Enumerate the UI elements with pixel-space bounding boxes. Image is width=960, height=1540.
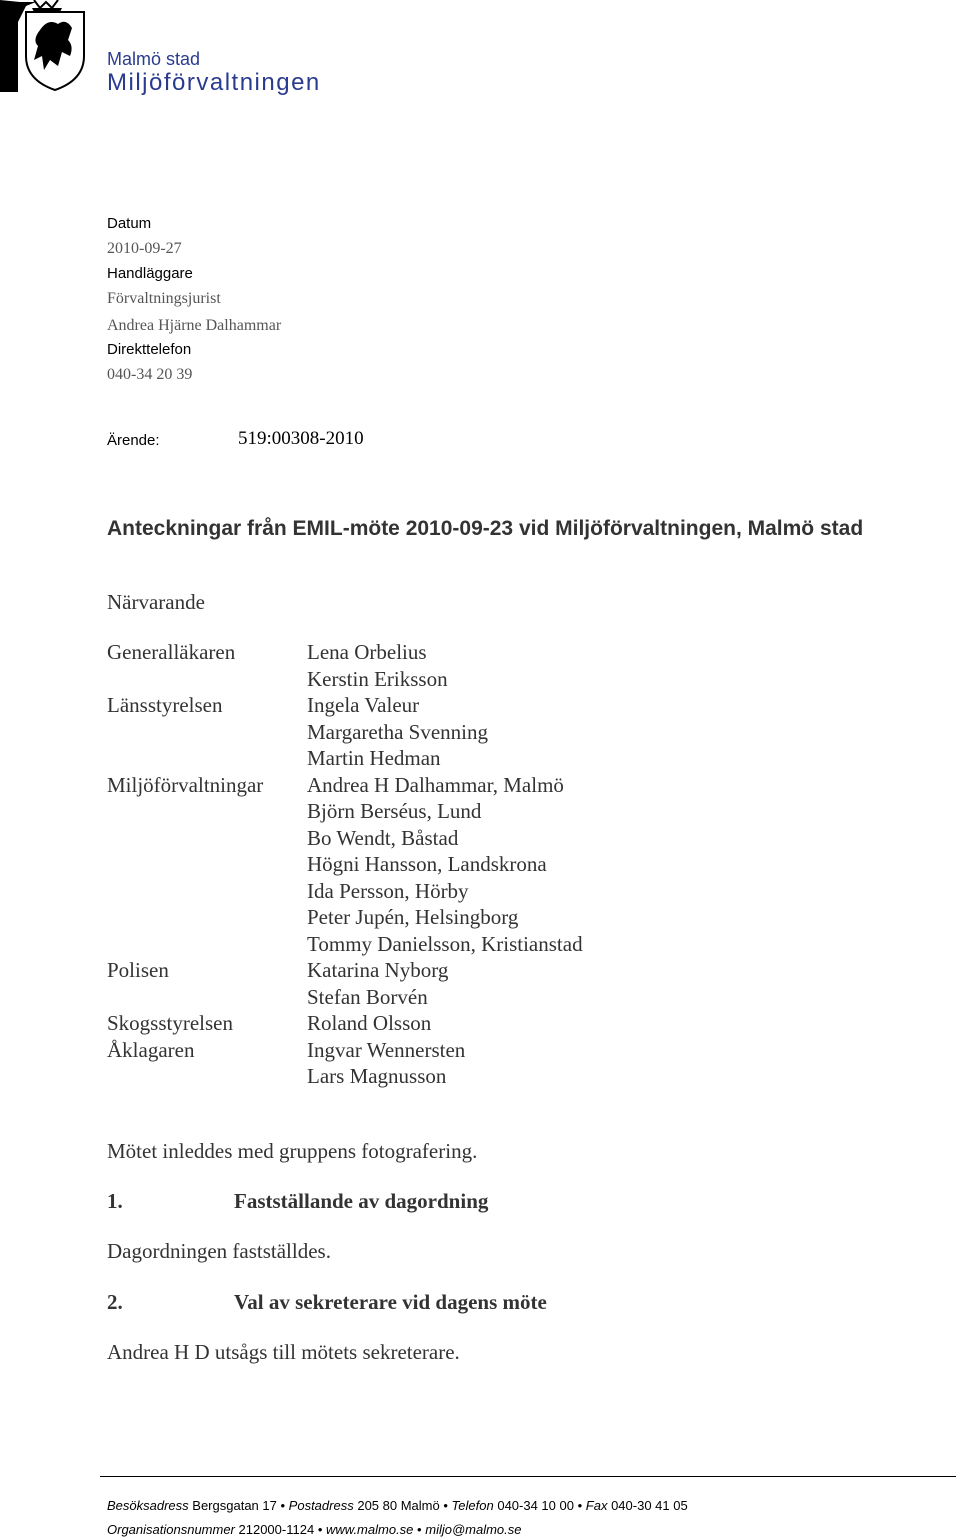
footer-separator: • — [280, 1498, 286, 1513]
attendee-name: Katarina Nyborg — [307, 958, 449, 982]
footer-separator: • — [577, 1498, 583, 1513]
document-title: Anteckningar från EMIL-möte 2010-09-23 vid Miljöförvaltningen, Malmö stad — [107, 517, 864, 540]
attendee-name: Ida Persson, Hörby — [307, 878, 469, 903]
department-name: Miljöförvaltningen — [107, 69, 321, 96]
footer-address-line — [107, 1498, 688, 1513]
attendee-people — [307, 639, 583, 1090]
org-row — [107, 798, 263, 825]
org-row — [107, 719, 263, 746]
org-row — [107, 878, 263, 905]
attendee-name: Ingvar Wennersten — [307, 1037, 466, 1062]
org-row — [107, 851, 263, 878]
attendee-organizations — [107, 639, 263, 1090]
document-meta — [107, 213, 281, 389]
city-name: Malmö stad — [107, 49, 201, 69]
handler-title: Förvaltningsjurist — [107, 290, 221, 307]
footer-separator: • — [317, 1522, 323, 1537]
org-row — [107, 931, 263, 958]
malmo-coat-of-arms-logo — [0, 0, 92, 92]
attendee-name: Peter Jupén, Helsingborg — [307, 905, 519, 929]
org-row — [107, 666, 263, 693]
phone-value: 040-34 20 39 — [107, 366, 193, 383]
attendee-name: Högni Hansson, Landskrona — [307, 852, 547, 876]
footer-contact-line — [107, 1522, 522, 1537]
footer-separator: • — [417, 1522, 422, 1537]
agenda-item-title: Val av sekreterare vid dagens möte — [234, 1290, 547, 1314]
attendee-name: Roland Olsson — [307, 1011, 432, 1035]
visit-address-label: Besöksadress — [107, 1498, 189, 1513]
handler-name: Andrea Hjärne Dalhammar — [107, 317, 282, 334]
agenda-item-1-text: Dagordningen fastställdes. — [107, 1239, 331, 1263]
org-row — [107, 745, 263, 772]
footer-separator: • — [443, 1498, 448, 1513]
attendees-heading: Närvarande — [107, 590, 205, 614]
attendee-name: Lena Orbelius — [307, 640, 427, 664]
case-label: Ärende: — [107, 432, 160, 449]
org-row: Miljöförvaltningar — [107, 772, 264, 797]
case-value: 519:00308-2010 — [238, 428, 364, 449]
intro-paragraph: Mötet inleddes med gruppens fotografering. — [107, 1139, 478, 1163]
attendee-name: Ingela Valeur — [307, 693, 420, 717]
postal-address-label: Postadress — [288, 1498, 354, 1513]
footer-divider — [100, 1476, 956, 1477]
date-value: 2010-09-27 — [107, 240, 182, 257]
org-row — [107, 1063, 263, 1090]
phone-value: 040-34 10 00 — [497, 1498, 574, 1513]
fax-label: Fax — [585, 1498, 608, 1513]
handler-label: Handläggare — [107, 265, 193, 282]
org-number-value: 212000-1124 — [238, 1522, 315, 1537]
attendee-name: Bo Wendt, Båstad — [307, 825, 459, 850]
org-row: Länsstyrelsen — [107, 693, 223, 717]
agenda-item-number: 1. — [107, 1189, 123, 1213]
attendee-name: Tommy Danielsson, Kristianstad — [307, 931, 583, 956]
visit-address-value: Bergsgatan 17 — [192, 1498, 277, 1513]
attendee-name: Stefan Borvén — [307, 984, 428, 1009]
phone-label: Telefon — [451, 1498, 494, 1513]
attendee-name: Björn Berséus, Lund — [307, 799, 482, 823]
org-row: Generalläkaren — [107, 640, 236, 664]
org-row: Åklagaren — [107, 1037, 195, 1062]
org-row: Polisen — [107, 958, 169, 982]
agenda-item-2-text: Andrea H D utsågs till mötets sekreterare. — [107, 1340, 460, 1364]
attendee-name: Margaretha Svenning — [307, 719, 488, 744]
org-row: Skogsstyrelsen — [107, 1011, 233, 1035]
org-row — [107, 904, 263, 931]
org-row — [107, 984, 263, 1011]
fax-value: 040-30 41 05 — [611, 1498, 688, 1513]
attendee-name: Martin Hedman — [307, 746, 441, 770]
postal-address-value: 205 80 Malmö — [357, 1498, 440, 1513]
attendee-name: Kerstin Eriksson — [307, 666, 448, 691]
phone-label: Direkttelefon — [107, 341, 192, 358]
attendee-name: Lars Magnusson — [307, 1064, 447, 1088]
org-number-label: Organisationsnummer — [107, 1522, 235, 1537]
org-row — [107, 825, 263, 852]
agenda-item-title: Fastställande av dagordning — [234, 1189, 489, 1213]
agenda-item-number: 2. — [107, 1290, 123, 1314]
date-label: Datum — [107, 215, 152, 232]
attendee-name: Andrea H Dalhammar, Malmö — [307, 772, 564, 797]
website-link[interactable]: www.malmo.se — [326, 1522, 414, 1537]
email-link[interactable]: miljo@malmo.se — [425, 1522, 522, 1537]
